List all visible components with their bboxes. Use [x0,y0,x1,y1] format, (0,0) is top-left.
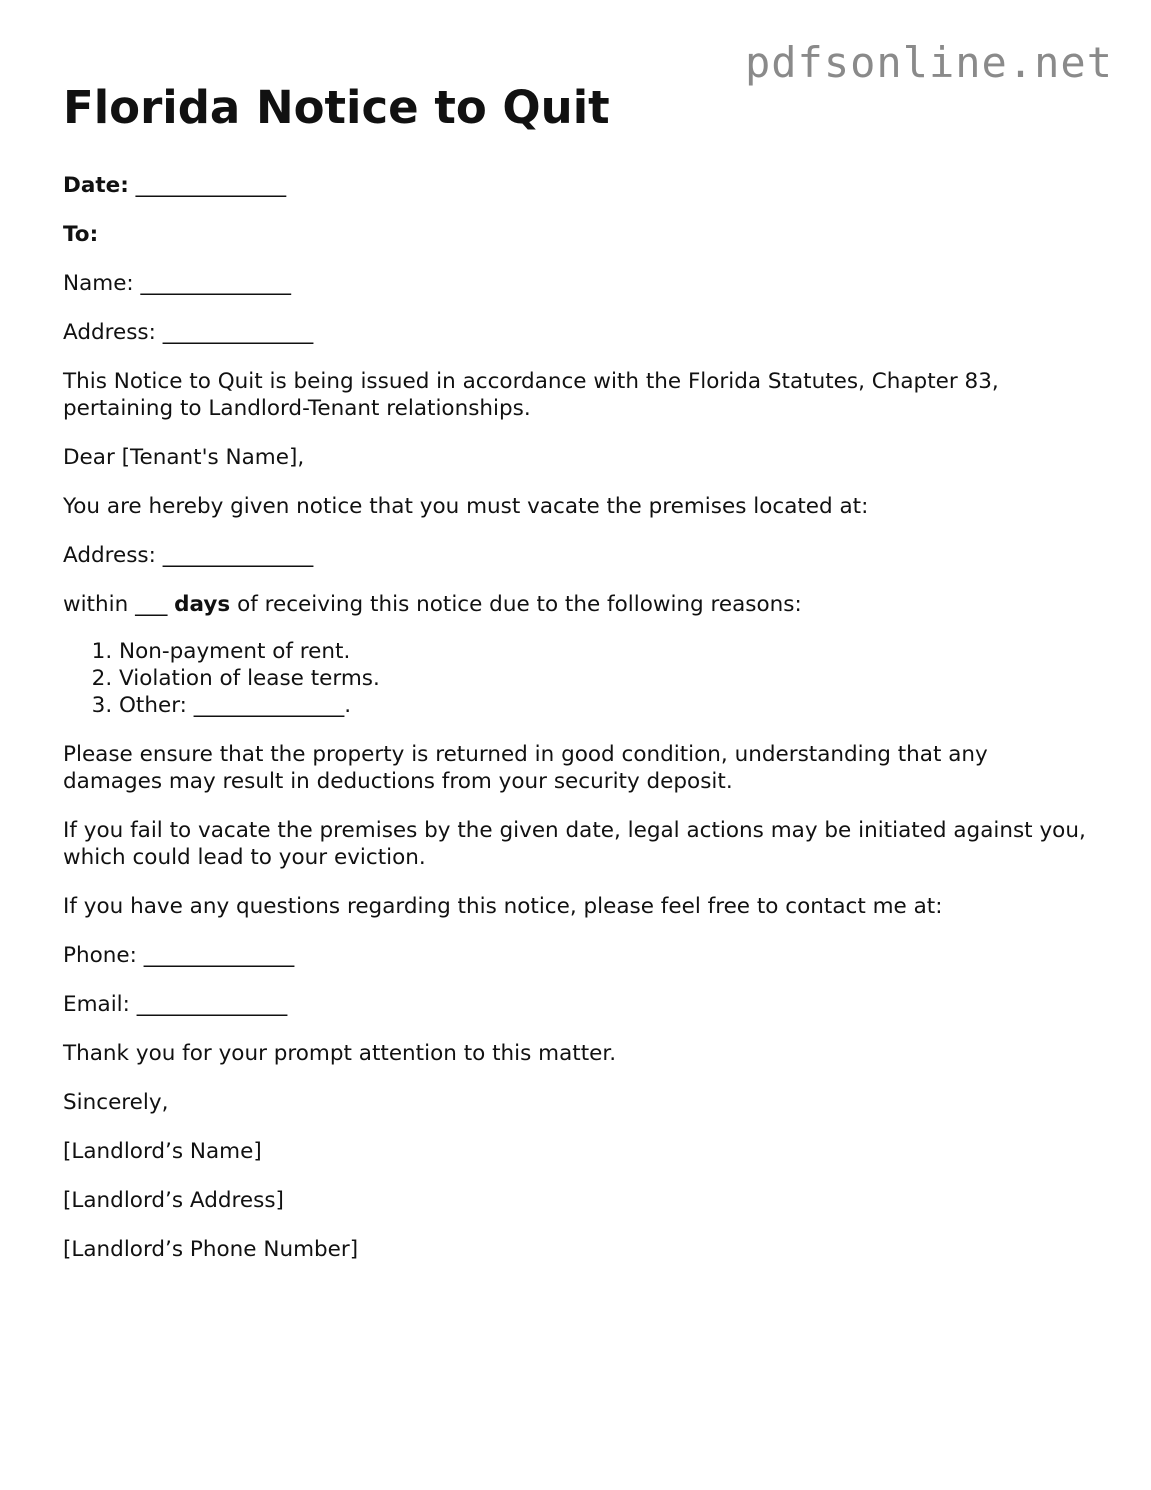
thanks-paragraph: Thank you for your prompt attention to this matter. [63,1041,617,1066]
reason-item: 1. Non-payment of rent. [119,638,1093,665]
to-label: To: [63,222,99,247]
email-label: Email: [63,992,130,1017]
email-blank: ______________ [136,992,288,1017]
landlord-name: [Landlord’s Name] [63,1139,262,1164]
name-line [63,270,1093,297]
to-line [63,221,1093,248]
reason-item: 2. Violation of lease terms. [119,665,1093,692]
within-line [63,591,1093,618]
closing: Sincerely, [63,1090,169,1115]
reasons-list [63,638,1093,719]
vacate-notice: You are hereby given notice that you must vacate the premises located at: [63,494,869,519]
salutation: Dear [Tenant's Name], [63,445,305,470]
address-blank-1: ______________ [162,320,314,345]
within-days-blank: ___ [135,592,168,617]
phone-blank: ______________ [143,943,295,968]
document-page [63,78,1093,1285]
within-prefix: within [63,592,129,617]
within-suffix: of receiving this notice due to the following reasons: [237,592,802,617]
document-title: Florida Notice to Quit [63,81,610,134]
name-blank: ______________ [140,271,292,296]
email-line [63,991,1093,1018]
date-line [63,172,1093,199]
date-blank: ______________ [135,173,287,198]
watermark: pdfsonline.net [744,38,1113,87]
within-days-label: days [174,592,231,617]
phone-line [63,942,1093,969]
date-label: Date: [63,173,129,198]
landlord-address: [Landlord’s Address] [63,1188,284,1213]
condition-paragraph: Please ensure that the property is returned in good condition, understanding that any damages may result in deductions from your security deposit. [63,742,988,794]
questions-paragraph: If you have any questions regarding this notice, please feel free to contact me at: [63,894,943,919]
address-line-1 [63,319,1093,346]
intro-paragraph: This Notice to Quit is being issued in accordance with the Florida Statutes, Chapter 83, pertaining to Landlord-Tenant relationships. [63,369,999,421]
address-line-2 [63,542,1093,569]
landlord-phone: [Landlord’s Phone Number] [63,1237,359,1262]
phone-label: Phone: [63,943,137,968]
fail-paragraph: If you fail to vacate the premises by the given date, legal actions may be initiated against you, which could lead to your eviction. [63,818,1086,870]
address-label-1: Address: [63,320,156,345]
name-label: Name: [63,271,134,296]
reason-item: 3. Other: ______________. [119,692,1093,719]
address-label-2: Address: [63,543,156,568]
address-blank-2: ______________ [162,543,314,568]
